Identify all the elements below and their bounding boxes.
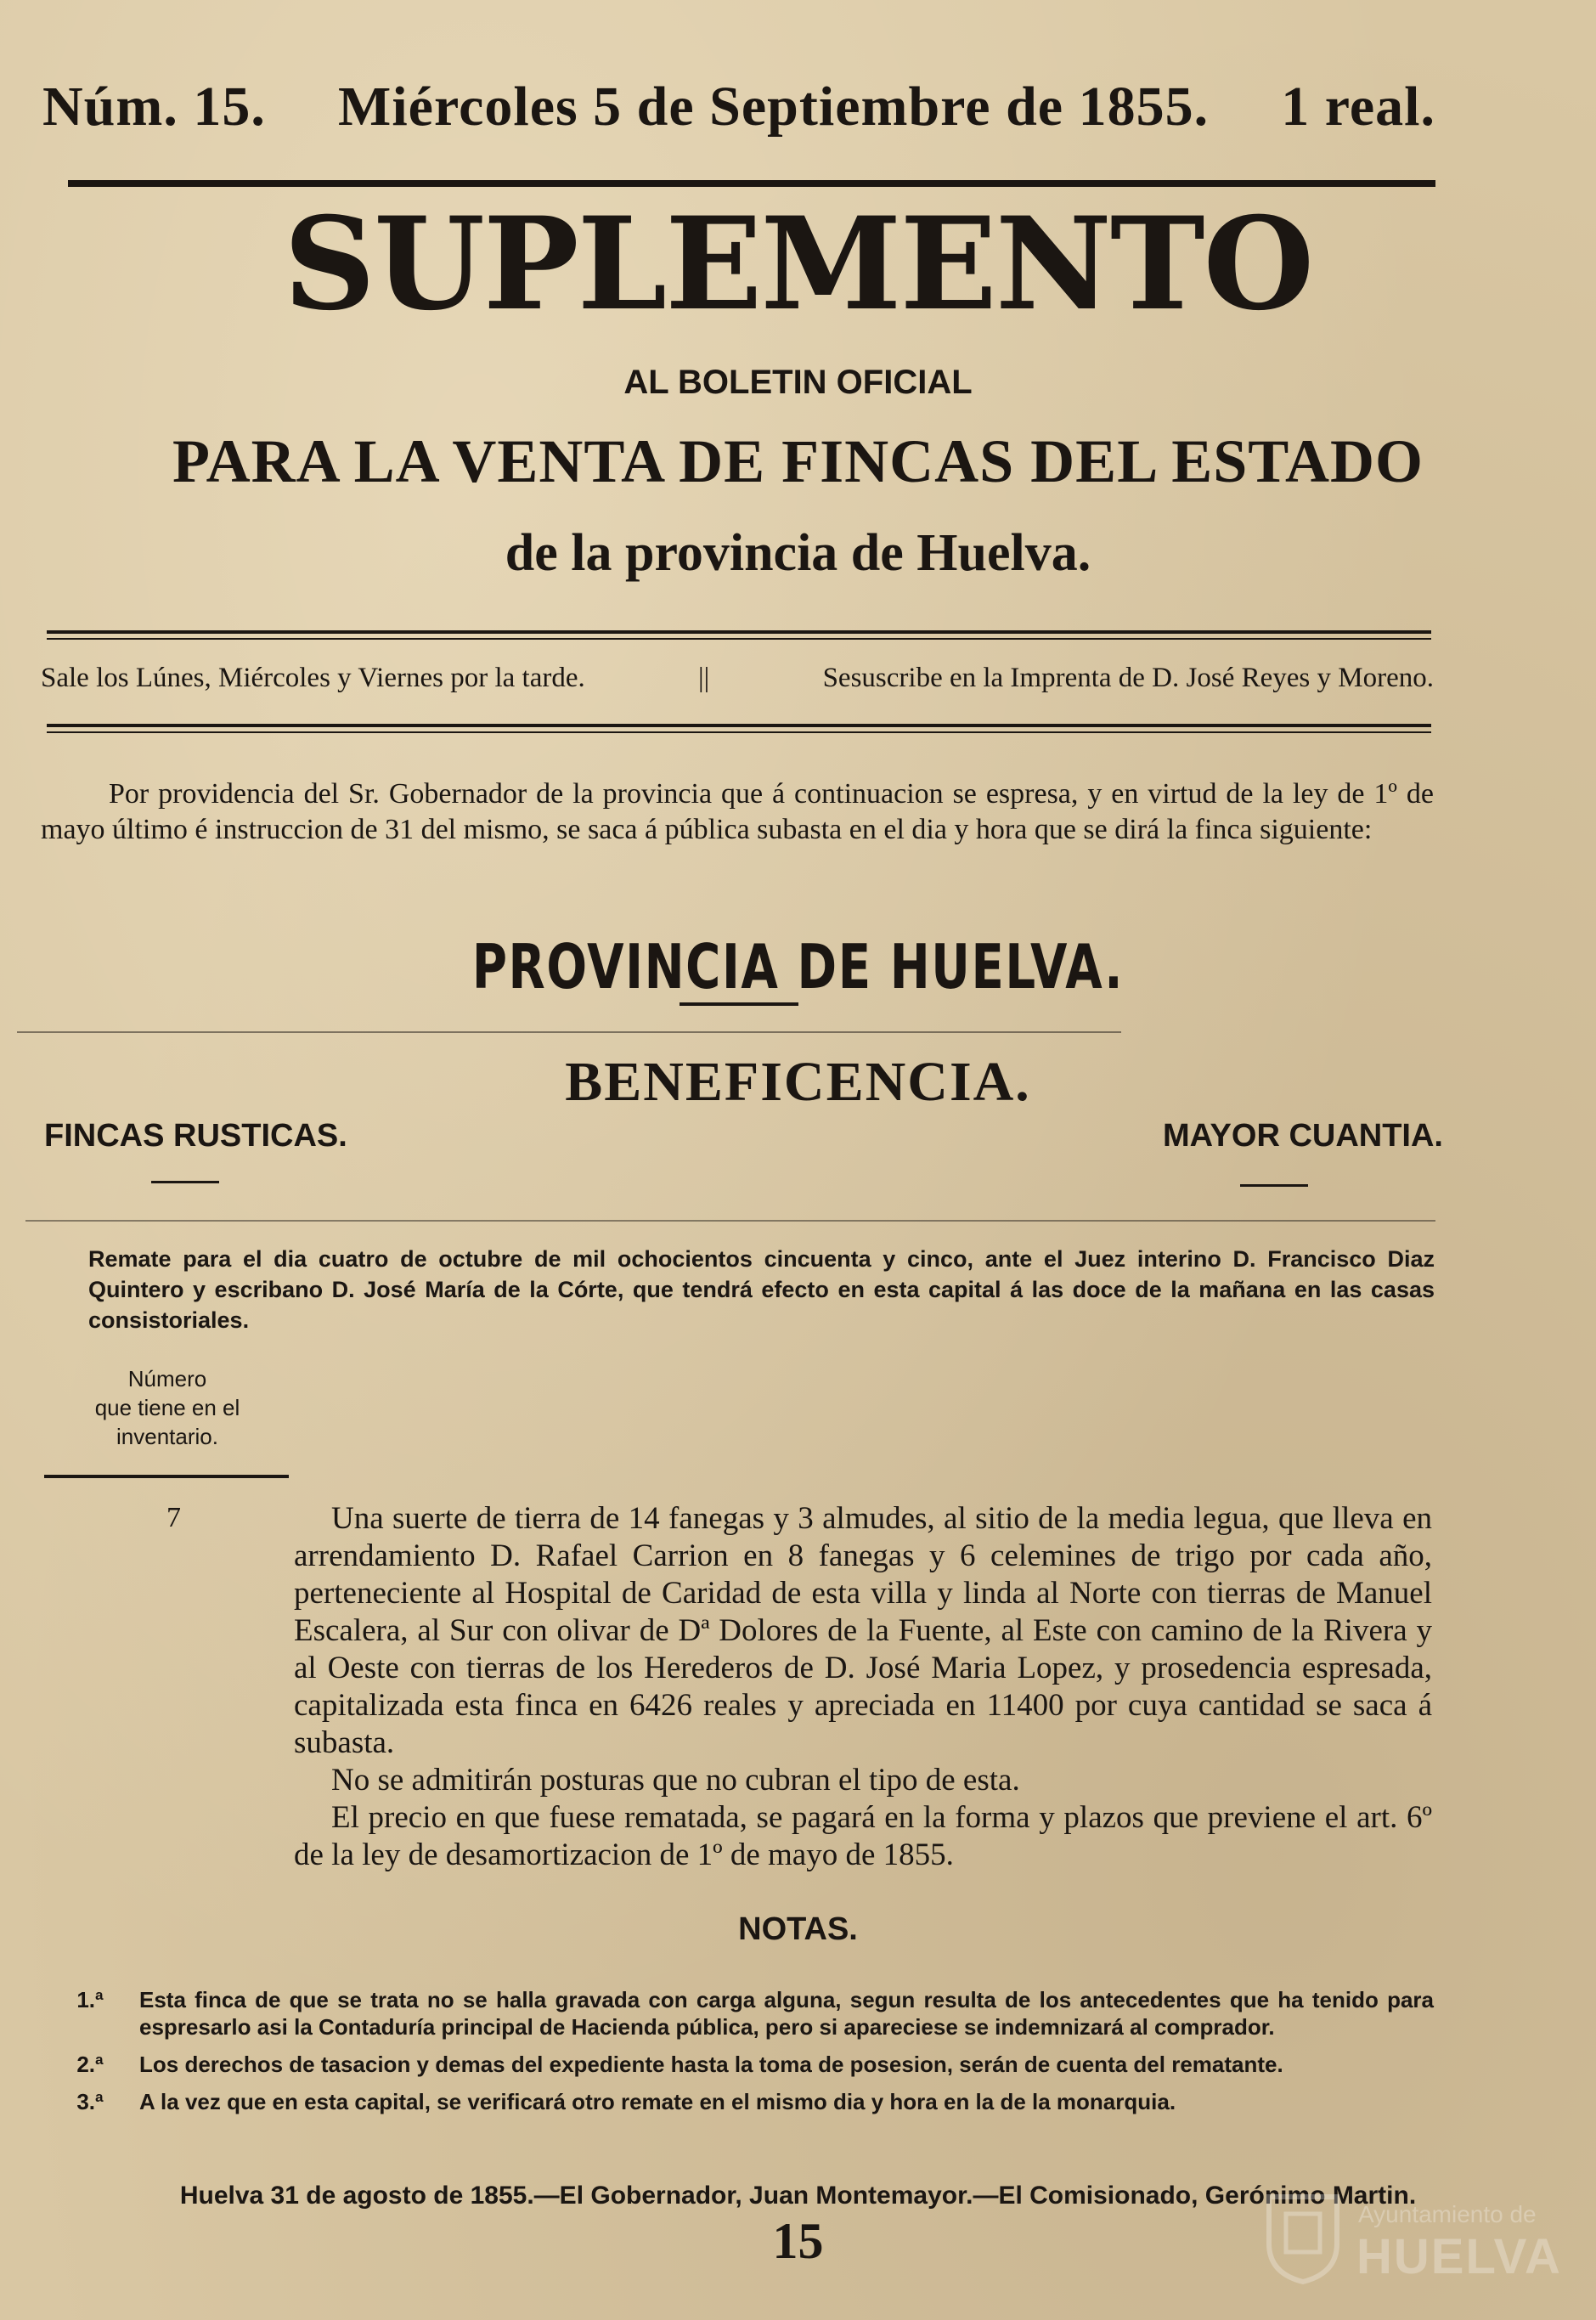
inventory-header [53, 1364, 282, 1451]
info-separator: || [698, 663, 710, 693]
watermark-line-1: Ayuntamiento de [1358, 2201, 1537, 2227]
inventory-header-line: que tiene en el [94, 1395, 240, 1420]
inventory-header-line: Número [127, 1366, 207, 1391]
heading-ornament [680, 1002, 798, 1006]
cuantia-label: MAYOR CUANTIA. [1162, 1118, 1443, 1154]
property-paragraph: Una suerte de tierra de 14 fanegas y 3 almudes, al sitio de la media legua, que lleva en arrendamiento D. Rafael Carrion en 8 fanegas y 6 celemines de trigo por cada año, perteneciente al Hospital de Caridad de esta villa y linda al Norte con tierras de Manuel Escalera, al Sur con olivar de Dª Dolores de la Fuente, al Este con camino de la Rivera y al Oeste con tierras de los Herederos de D. José Maria Lopez, y prosedencia espresada, capitalizada esta finca en 6426 reales y apreciada en 11400 por cuya cantidad se saca á subasta. [294, 1501, 1432, 1760]
page-title: SUPLEMENTO [283, 189, 1313, 339]
small-ornament-right [1240, 1184, 1308, 1187]
note-number: 3.ª [76, 2089, 104, 2114]
issue-number: Núm. 15. [42, 76, 266, 138]
publication-schedule: Sale los Lúnes, Miércoles y Viernes por la tarde. [41, 663, 585, 693]
subtitle-boletin: AL BOLETIN OFICIAL [623, 364, 973, 401]
inventory-number: 7 [166, 1502, 181, 1533]
note-number: 2.ª [76, 2052, 104, 2077]
notes-heading: NOTAS. [738, 1911, 858, 1947]
notes-list [41, 1986, 1434, 2125]
property-paragraph: El precio en que fuese rematada, se pagará en la forma y plazos que previene el art. 6º de la ley de desamortizacion de 1º de mayo de 1855. [294, 1800, 1432, 1872]
signature-line: Huelva 31 de agosto de 1855.—El Gobernador, Juan Montemayor.—El Comisionado, Gerónimo Martin. [179, 2182, 1417, 2210]
subtitle-provincia: de la provincia de Huelva. [505, 524, 1091, 582]
masthead-rule [68, 180, 1435, 187]
coat-of-arms-icon [1265, 2193, 1341, 2286]
note-text: Los derechos de tasacion y demas del expediente hasta la toma de posesion, serán de cuenta del rematante. [139, 2052, 1283, 2077]
note-item [41, 1986, 1434, 2041]
divider-bottom [47, 724, 1431, 733]
property-description [294, 1500, 1432, 1874]
subtitle-venta: PARA LA VENTA DE FINCAS DEL ESTADO [172, 427, 1424, 495]
intro-paragraph: Por providencia del Sr. Gobernador de la provincia que á continuacion se espresa, y en virtud de la ley de 1º de mayo último é instruccion de 31 del mismo, se saca á pública subasta en el dia y hora que se dirá la finca siguiente: [41, 778, 1434, 845]
subscription-info: Sesuscribe en la Imprenta de D. José Reyes y Moreno. [822, 663, 1434, 693]
divider-top [47, 630, 1431, 640]
note-text: A la vez que en esta capital, se verificará otro remate en el mismo dia y hora en la de la monarquia. [139, 2089, 1176, 2114]
province-heading: PROVINCIA DE HUELVA. [471, 931, 1125, 1002]
small-ornament-left [151, 1181, 219, 1183]
inventory-rule [44, 1475, 289, 1478]
watermark-line-2: HUELVA [1356, 2229, 1562, 2284]
note-number: 1.ª [76, 1987, 104, 2012]
issue-price: 1 real. [1281, 76, 1435, 138]
note-text: Esta finca de que se trata no se halla gravada con carga alguna, segun resulta de los antecedentes que ha tenido para espresarlo asi la Contaduría principal de Hacienda pública, pero si apareciese se indemnizará al comprador. [139, 1987, 1434, 2040]
property-paragraph: No se admitirán posturas que no cubran el tipo de esta. [331, 1763, 1020, 1798]
remate-rule [25, 1220, 1435, 1222]
auction-notice: Remate para el dia cuatro de octubre de mil ochocientos cincuenta y cinco, ante el Juez interino D. Francisco Diaz Quintero y escribano D. José María de la Córte, que tendrá efecto en esta capital á las doce de la mañana en las casas consistoriales. [88, 1246, 1435, 1333]
fincas-label: FINCAS RUSTICAS. [44, 1118, 347, 1154]
section-heading: BENEFICENCIA. [565, 1051, 1031, 1113]
archive-watermark [1265, 2184, 1562, 2295]
note-item [41, 2051, 1434, 2078]
section-rule [17, 1031, 1121, 1033]
masthead [42, 75, 1435, 151]
note-item [41, 2088, 1434, 2115]
inventory-header-line: inventario. [116, 1424, 218, 1449]
publication-info [41, 663, 1434, 694]
page-number: 15 [772, 2213, 824, 2269]
issue-date: Miércoles 5 de Septiembre de 1855. [338, 76, 1210, 138]
